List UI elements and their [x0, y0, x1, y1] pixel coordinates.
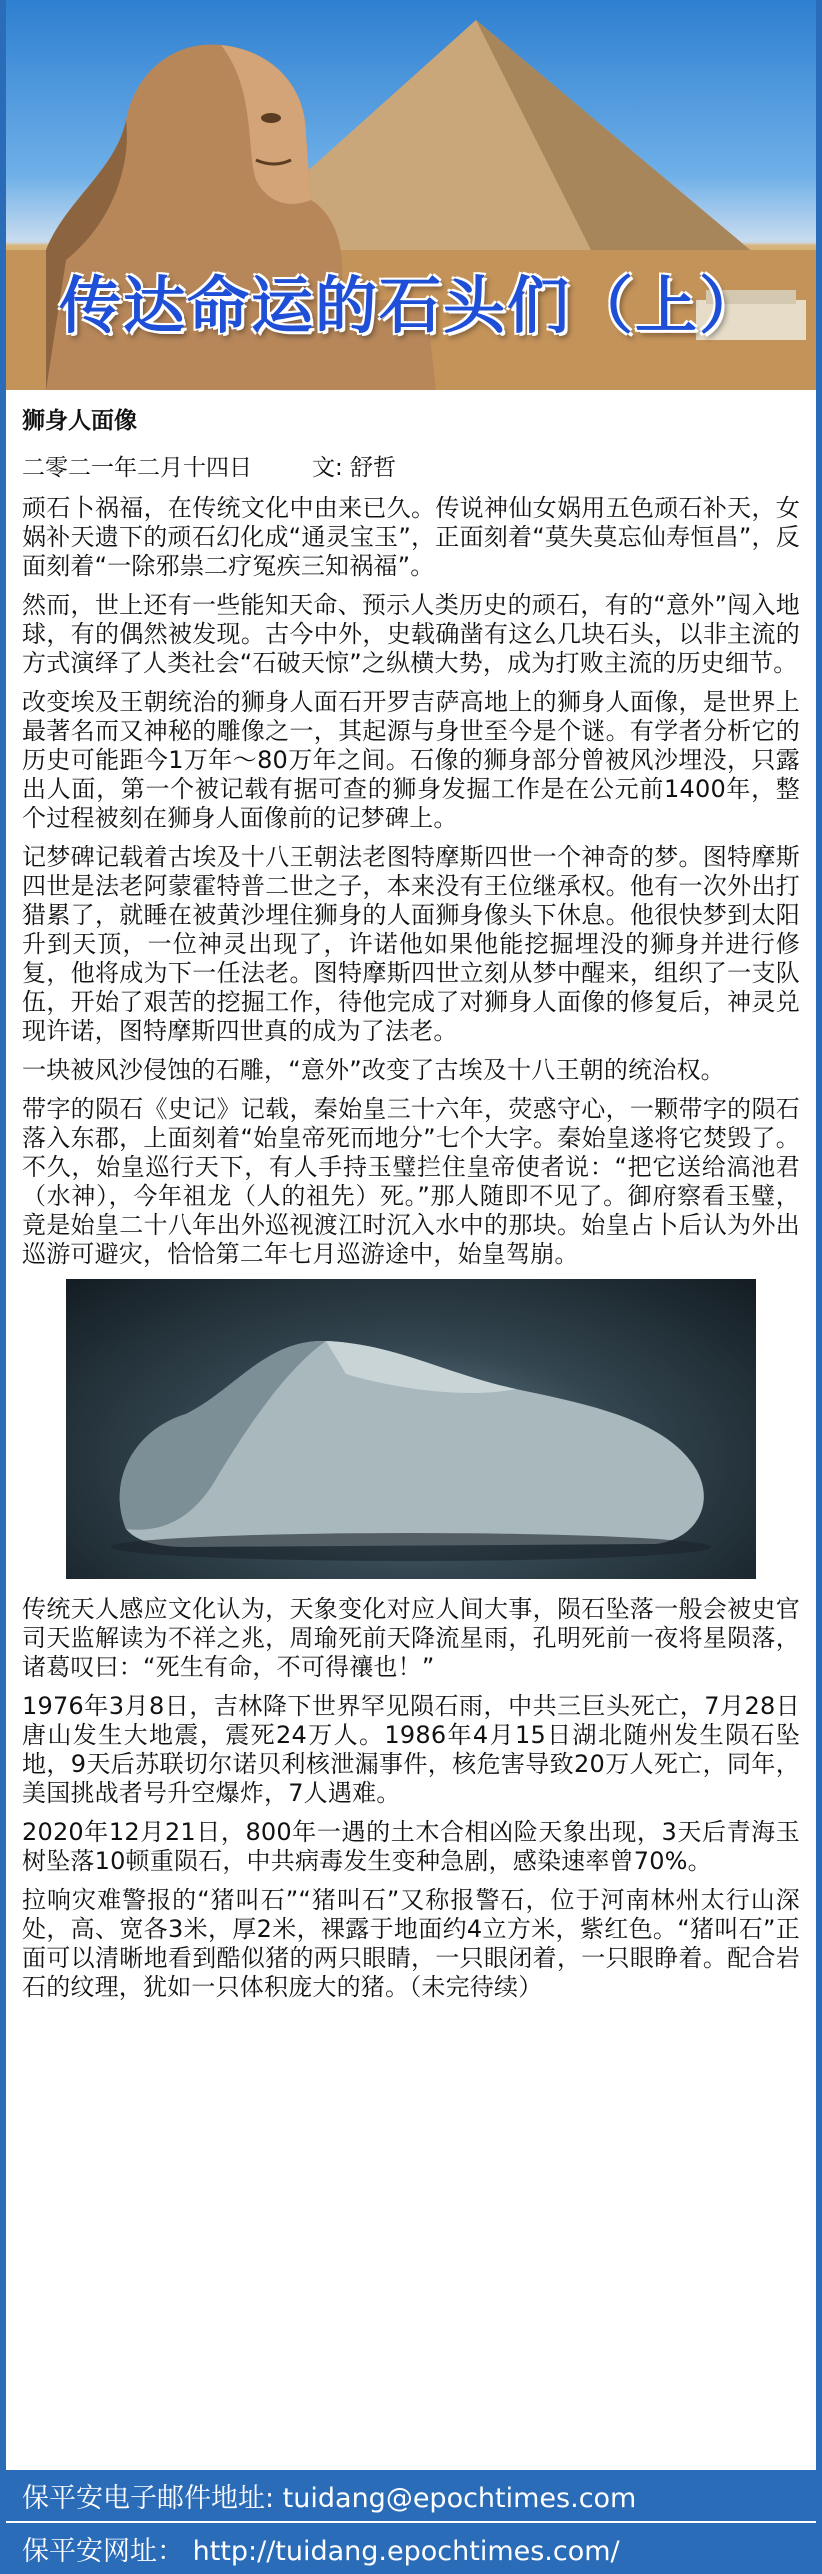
- meteorite-illustration: [66, 1279, 756, 1579]
- paragraph: 传统天人感应文化认为，天象变化对应人间大事，陨石坠落一般会被史官司天监解读为不祥之兆，周瑜死前天降流星雨，孔明死前一夜将星陨落，诸葛叹曰：“死生有命，不可得禳也！”: [22, 1595, 800, 1681]
- paragraph: 一块被风沙侵蚀的石雕，“意外”改变了古埃及十八王朝的统治权。: [22, 1056, 725, 1084]
- paragraph: 带字的陨石《史记》记载，秦始皇三十六年，荧惑守心，一颗带字的陨石落入东郡，上面刻着“始皇帝死而地分”七个大字。秦始皇遂将它焚毁了。不久，始皇巡行天下，有人手持玉璧拦住皇帝使者说：“把它送给滈池君（水神），今年祖龙（人的祖先）死。”那人随即不见了。御府察看玉璧，竟是始皇二十八年出外巡视渡江时沉入水中的那块。始皇占卜后认为外出巡游可避灾，恰恰第二年七月巡游途中，始皇驾崩。: [22, 1095, 800, 1268]
- page-title: 传达命运的石头们（上）: [58, 269, 763, 342]
- footer-website-link[interactable]: 保平安网址： http://tuidang.epochtimes.com/: [6, 2521, 816, 2574]
- paragraph: 顽石卜祸福，在传统文化中由来已久。传说神仙女娲用五色顽石补天，女娲补天遗下的顽石幻化成“通灵宝玉”，正面刻着“莫失莫忘仙寿恒昌”，反面刻着“一除邪祟二疗冤疾三知祸福”。: [22, 494, 800, 580]
- section-title: 狮身人面像: [22, 408, 137, 434]
- paragraph: 然而，世上还有一些能知天命、预示人类历史的顽石，有的“意外”闯入地球，有的偶然被发现。古今中外，史载确凿有这么几块石头，以非主流的方式演绎了人类社会“石破天惊”之纵横大势，成为打败主流的历史细节。: [22, 591, 800, 677]
- article-meta: [22, 449, 800, 482]
- paragraph: 2020年12月21日，800年一遇的土木合相凶险天象出现，3天后青海玉树坠落10顿重陨石，中共病毒发生变种急剧，感染速率曾70%。: [22, 1818, 800, 1875]
- article-date: 二零二一年二月十四日: [22, 455, 252, 481]
- footer: [6, 2470, 816, 2574]
- paragraph: 记梦碑记载着古埃及十八王朝法老图特摩斯四世一个神奇的梦。图特摩斯四世是法老阿蒙霍特普二世之子，本来没有王位继承权。他有一次外出打猎累了，就睡在被黄沙埋住狮身的人面狮身像头下休息。他很快梦到太阳升到天顶，一位神灵出现了，许诺他如果他能挖掘埋没的狮身并进行修复，他将成为下一任法老。图特摩斯四世立刻从梦中醒来，组织了一支队伍，开始了艰苦的挖掘工作，待他完成了对狮身人面像的修复后，神灵兑现许诺，图特摩斯四世真的成为了法老。: [22, 843, 800, 1045]
- article-body: [6, 390, 816, 2002]
- paragraph: 改变埃及王朝统治的狮身人面石开罗吉萨高地上的狮身人面像，是世界上最著名而又神秘的雕像之一，其起源与身世至今是个谜。有学者分析它的历史可能距今1万年～80万年之间。石像的狮身部分曾被风沙埋没，只露出人面，第一个被记载有据可查的狮身发掘工作是在公元前1400年，整个过程被刻在狮身人面像前的记梦碑上。: [22, 688, 800, 832]
- banner-image: [6, 0, 816, 390]
- article-author: 文: 舒哲: [312, 455, 397, 481]
- meteorite-photo: [66, 1279, 756, 1579]
- article-card: [6, 0, 816, 2574]
- paragraph: 1976年3月8日，吉林降下世界罕见陨石雨，中共三巨头死亡，7月28日唐山发生大地震，震死24万人。1986年4月15日湖北随州发生陨石坠地，9天后苏联切尔诺贝利核泄漏事件，核危害导致20万人死亡，同年，美国挑战者号升空爆炸，7人遇难。: [22, 1692, 800, 1807]
- footer-email-link[interactable]: 保平安电子邮件地址: tuidang@epochtimes.com: [22, 2483, 637, 2514]
- paragraph: 拉响灾难警报的“猪叫石”“猪叫石”又称报警石，位于河南林州太行山深处，高、宽各3米，厚2米，裸露于地面约4立方米，紫红色。“猪叫石”正面可以清晰地看到酷似猪的两只眼睛，一只眼闭着，一只眼睁着。配合岩石的纹理，犹如一只体积庞大的猪。（未完待续）: [22, 1886, 800, 2001]
